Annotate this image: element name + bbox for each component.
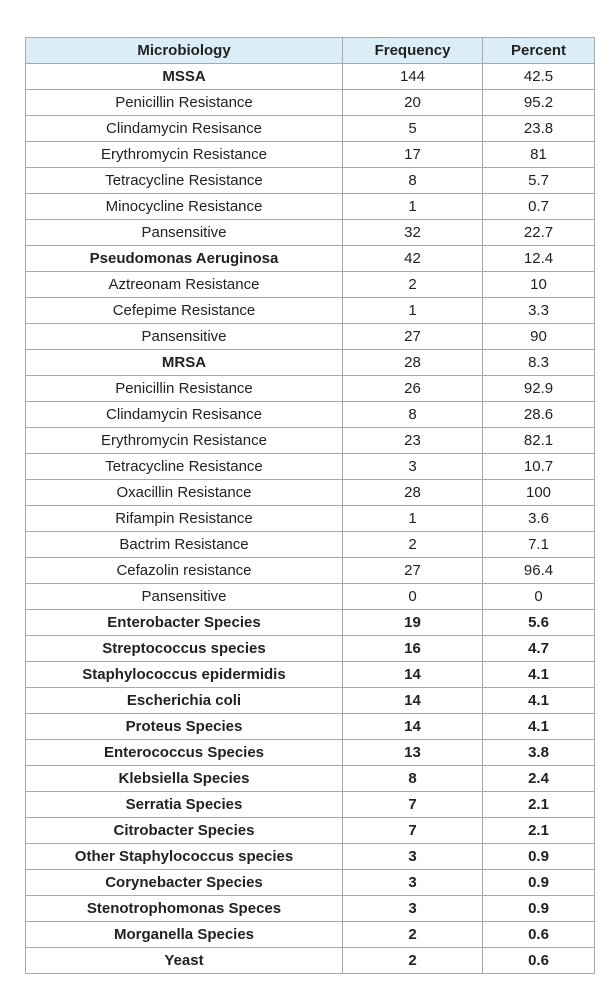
- cell-frequency: 5: [343, 116, 483, 142]
- cell-microbiology: Clindamycin Resisance: [26, 402, 343, 428]
- cell-frequency: 1: [343, 194, 483, 220]
- cell-microbiology: Tetracycline Resistance: [26, 454, 343, 480]
- table-row: [26, 376, 595, 402]
- cell-microbiology: Oxacillin Resistance: [26, 480, 343, 506]
- table-row: [26, 558, 595, 584]
- cell-frequency: 2: [343, 532, 483, 558]
- table-row: [26, 480, 595, 506]
- table-row: [26, 298, 595, 324]
- table-row: [26, 766, 595, 792]
- table-row: [26, 142, 595, 168]
- cell-microbiology: Tetracycline Resistance: [26, 168, 343, 194]
- table-row: [26, 532, 595, 558]
- cell-frequency: 1: [343, 298, 483, 324]
- cell-microbiology: Corynebacter Species: [26, 870, 343, 896]
- cell-percent: 28.6: [483, 402, 595, 428]
- table-row: [26, 90, 595, 116]
- table-row: [26, 116, 595, 142]
- cell-percent: 4.7: [483, 636, 595, 662]
- cell-percent: 0.9: [483, 870, 595, 896]
- cell-microbiology: Proteus Species: [26, 714, 343, 740]
- cell-frequency: 16: [343, 636, 483, 662]
- cell-percent: 3.8: [483, 740, 595, 766]
- table-row: [26, 870, 595, 896]
- table-row: [26, 792, 595, 818]
- cell-microbiology: Cefazolin resistance: [26, 558, 343, 584]
- cell-microbiology: Enterococcus Species: [26, 740, 343, 766]
- column-header-microbiology: Microbiology: [26, 38, 343, 64]
- cell-frequency: 3: [343, 870, 483, 896]
- cell-percent: 100: [483, 480, 595, 506]
- cell-microbiology: Pansensitive: [26, 584, 343, 610]
- column-header-frequency: Frequency: [343, 38, 483, 64]
- cell-microbiology: Streptococcus species: [26, 636, 343, 662]
- cell-percent: 5.6: [483, 610, 595, 636]
- cell-frequency: 28: [343, 350, 483, 376]
- cell-frequency: 23: [343, 428, 483, 454]
- table-body: [26, 64, 595, 974]
- column-header-percent: Percent: [483, 38, 595, 64]
- cell-microbiology: Erythromycin Resistance: [26, 428, 343, 454]
- cell-microbiology: Enterobacter Species: [26, 610, 343, 636]
- cell-frequency: 42: [343, 246, 483, 272]
- table-row: [26, 818, 595, 844]
- cell-percent: 2.4: [483, 766, 595, 792]
- microbiology-table: [25, 37, 595, 974]
- cell-frequency: 8: [343, 766, 483, 792]
- cell-percent: 4.1: [483, 688, 595, 714]
- cell-microbiology: Yeast: [26, 948, 343, 974]
- cell-microbiology: Pansensitive: [26, 324, 343, 350]
- cell-microbiology: Aztreonam Resistance: [26, 272, 343, 298]
- cell-microbiology: Other Staphylococcus species: [26, 844, 343, 870]
- table-row: [26, 428, 595, 454]
- cell-microbiology: Pseudomonas Aeruginosa: [26, 246, 343, 272]
- cell-frequency: 7: [343, 792, 483, 818]
- cell-frequency: 0: [343, 584, 483, 610]
- table-row: [26, 324, 595, 350]
- table-row: [26, 688, 595, 714]
- cell-percent: 82.1: [483, 428, 595, 454]
- cell-frequency: 28: [343, 480, 483, 506]
- table-row: [26, 168, 595, 194]
- cell-percent: 8.3: [483, 350, 595, 376]
- table-row: [26, 220, 595, 246]
- cell-microbiology: Pansensitive: [26, 220, 343, 246]
- cell-frequency: 27: [343, 324, 483, 350]
- cell-frequency: 2: [343, 948, 483, 974]
- cell-frequency: 2: [343, 922, 483, 948]
- cell-frequency: 27: [343, 558, 483, 584]
- table-row: [26, 246, 595, 272]
- cell-percent: 90: [483, 324, 595, 350]
- cell-frequency: 3: [343, 896, 483, 922]
- cell-percent: 0: [483, 584, 595, 610]
- cell-percent: 7.1: [483, 532, 595, 558]
- cell-frequency: 2: [343, 272, 483, 298]
- table-header-row: [26, 38, 595, 64]
- cell-microbiology: Rifampin Resistance: [26, 506, 343, 532]
- cell-microbiology: Minocycline Resistance: [26, 194, 343, 220]
- cell-microbiology: Klebsiella Species: [26, 766, 343, 792]
- cell-percent: 5.7: [483, 168, 595, 194]
- cell-microbiology: Cefepime Resistance: [26, 298, 343, 324]
- table-row: [26, 896, 595, 922]
- cell-frequency: 1: [343, 506, 483, 532]
- cell-percent: 95.2: [483, 90, 595, 116]
- cell-frequency: 8: [343, 402, 483, 428]
- cell-microbiology: Bactrim Resistance: [26, 532, 343, 558]
- cell-frequency: 26: [343, 376, 483, 402]
- cell-frequency: 32: [343, 220, 483, 246]
- cell-microbiology: Staphylococcus epidermidis: [26, 662, 343, 688]
- table-row: [26, 272, 595, 298]
- table-row: [26, 506, 595, 532]
- cell-percent: 0.6: [483, 948, 595, 974]
- cell-microbiology: MSSA: [26, 64, 343, 90]
- cell-percent: 0.7: [483, 194, 595, 220]
- cell-percent: 10.7: [483, 454, 595, 480]
- cell-percent: 0.9: [483, 844, 595, 870]
- cell-frequency: 14: [343, 662, 483, 688]
- cell-percent: 81: [483, 142, 595, 168]
- table-row: [26, 454, 595, 480]
- cell-frequency: 20: [343, 90, 483, 116]
- cell-frequency: 14: [343, 688, 483, 714]
- cell-frequency: 17: [343, 142, 483, 168]
- cell-microbiology: Escherichia coli: [26, 688, 343, 714]
- cell-microbiology: Serratia Species: [26, 792, 343, 818]
- table-row: [26, 402, 595, 428]
- cell-percent: 96.4: [483, 558, 595, 584]
- cell-frequency: 3: [343, 454, 483, 480]
- cell-percent: 4.1: [483, 662, 595, 688]
- cell-percent: 10: [483, 272, 595, 298]
- cell-frequency: 3: [343, 844, 483, 870]
- cell-percent: 12.4: [483, 246, 595, 272]
- cell-percent: 2.1: [483, 818, 595, 844]
- cell-frequency: 14: [343, 714, 483, 740]
- cell-microbiology: Citrobacter Species: [26, 818, 343, 844]
- cell-percent: 2.1: [483, 792, 595, 818]
- cell-microbiology: Penicillin Resistance: [26, 376, 343, 402]
- table-row: [26, 194, 595, 220]
- cell-percent: 3.6: [483, 506, 595, 532]
- cell-percent: 92.9: [483, 376, 595, 402]
- cell-frequency: 19: [343, 610, 483, 636]
- cell-microbiology: Erythromycin Resistance: [26, 142, 343, 168]
- cell-frequency: 13: [343, 740, 483, 766]
- table-row: [26, 714, 595, 740]
- cell-microbiology: Stenotrophomonas Speces: [26, 896, 343, 922]
- table-row: [26, 662, 595, 688]
- cell-percent: 0.9: [483, 896, 595, 922]
- table-row: [26, 844, 595, 870]
- cell-frequency: 7: [343, 818, 483, 844]
- table-row: [26, 636, 595, 662]
- table-row: [26, 610, 595, 636]
- cell-frequency: 8: [343, 168, 483, 194]
- cell-frequency: 144: [343, 64, 483, 90]
- cell-percent: 3.3: [483, 298, 595, 324]
- cell-percent: 22.7: [483, 220, 595, 246]
- cell-microbiology: Clindamycin Resisance: [26, 116, 343, 142]
- table-row: [26, 948, 595, 974]
- cell-microbiology: MRSA: [26, 350, 343, 376]
- cell-microbiology: Morganella Species: [26, 922, 343, 948]
- table-row: [26, 64, 595, 90]
- cell-microbiology: Penicillin Resistance: [26, 90, 343, 116]
- table-row: [26, 350, 595, 376]
- cell-percent: 0.6: [483, 922, 595, 948]
- table-row: [26, 584, 595, 610]
- cell-percent: 4.1: [483, 714, 595, 740]
- cell-percent: 23.8: [483, 116, 595, 142]
- table-row: [26, 922, 595, 948]
- table-row: [26, 740, 595, 766]
- cell-percent: 42.5: [483, 64, 595, 90]
